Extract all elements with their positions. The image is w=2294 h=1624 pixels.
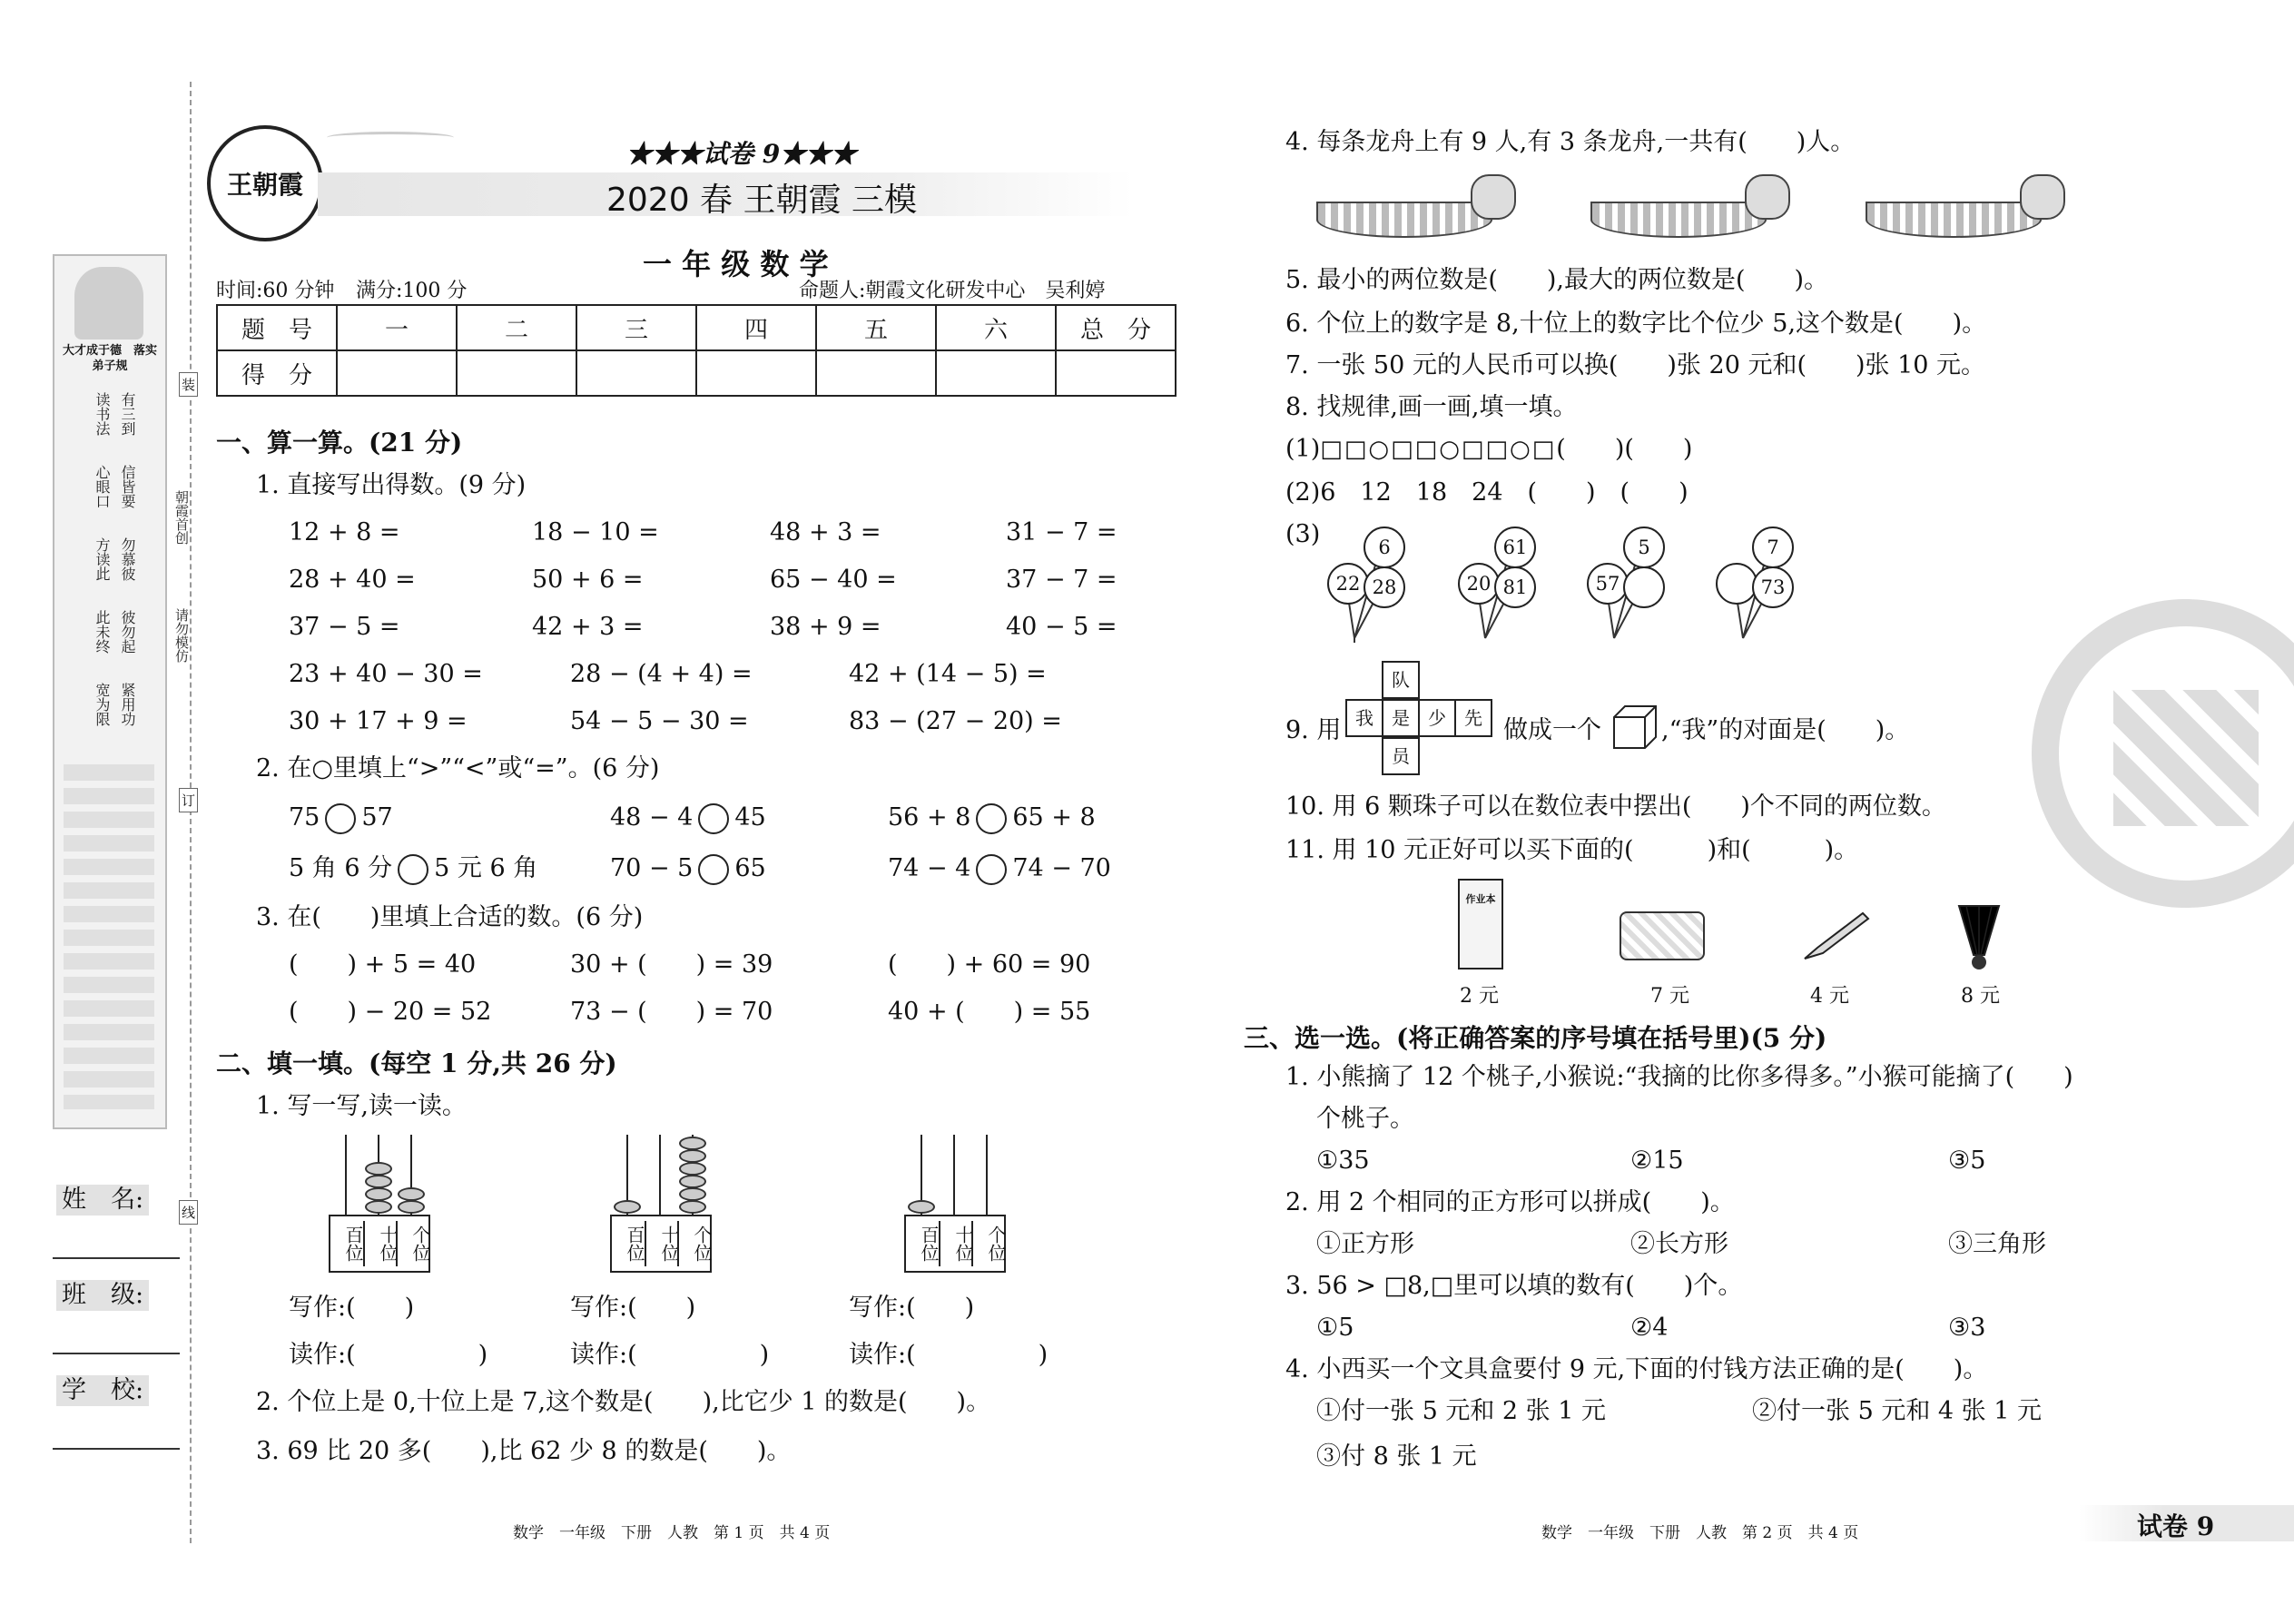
- abacus-2: [610, 1135, 712, 1273]
- abacus-3: [904, 1135, 1006, 1273]
- dragon-boat-icon: [1316, 174, 1516, 243]
- class-field-line[interactable]: [53, 1353, 180, 1354]
- balloon-blank[interactable]: [1716, 563, 1757, 605]
- sidebar-verse-1: 读书法: [94, 392, 111, 436]
- score-cell[interactable]: [337, 350, 457, 396]
- s2-q2: 2. 个位上是 0,十位上是 7,这个数是( ),比它少 1 的数是( )。: [256, 1388, 991, 1416]
- bead: [679, 1175, 706, 1188]
- sidebar-verse-3: 心眼口: [94, 465, 111, 508]
- calc-item: 40 − 5 =: [1006, 613, 1117, 641]
- net-cell: 是: [1382, 699, 1420, 737]
- balloon: 61: [1494, 527, 1536, 568]
- cut-mark-1: 装: [179, 372, 198, 397]
- s3-q1-cont: 个桃子。: [1316, 1105, 1414, 1133]
- option[interactable]: ③付 8 张 1 元: [1316, 1442, 1477, 1471]
- item-price: 8 元: [1961, 985, 2000, 1008]
- score-col-5: 五: [816, 305, 936, 350]
- option[interactable]: ③3: [1948, 1314, 1986, 1342]
- bead: [398, 1187, 425, 1201]
- compare-circle[interactable]: [325, 803, 356, 834]
- score-table-row-scores: [217, 350, 1176, 396]
- s3-q4: 4. 小西买一个文具盒要付 9 元,下面的付钱方法正确的是( )。: [1285, 1355, 1988, 1383]
- dragon-boat-icon: [1866, 174, 2065, 243]
- compare-right: 57: [361, 803, 393, 832]
- s2-q1-prompt: 1. 写一写,读一读。: [256, 1092, 467, 1120]
- section1-title: 一、算一算。(21 分): [216, 428, 463, 458]
- cube-icon: [1612, 704, 1658, 750]
- calc-item: 50 + 6 =: [532, 566, 644, 594]
- calc-item: 83 − (27 − 20) =: [849, 707, 1062, 735]
- option[interactable]: ①正方形: [1316, 1230, 1414, 1258]
- pencil-case-icon: [1620, 911, 1705, 960]
- balloon-cluster-3: [1587, 525, 1678, 643]
- compare-item: [289, 853, 537, 885]
- compare-left: 75: [289, 803, 320, 832]
- score-col-1: 一: [337, 305, 457, 350]
- net-cell: 我: [1345, 699, 1383, 737]
- bead: [679, 1200, 706, 1214]
- compare-right: 65 + 8: [1012, 803, 1096, 832]
- subject-title: 一 年 级 数 学: [643, 247, 829, 281]
- compare-circle[interactable]: [398, 854, 428, 885]
- compare-item: [610, 853, 766, 885]
- s2-q10: 10. 用 6 颗珠子可以在数位表中摆出( )个不同的两位数。: [1285, 792, 1946, 821]
- option[interactable]: ③三角形: [1948, 1230, 2046, 1258]
- sidebar-motto: 大才成于德 落实弟子规: [62, 344, 157, 373]
- item-price: 7 元: [1650, 985, 1689, 1008]
- place-label: 个位: [677, 1221, 712, 1266]
- school-field-label: 学 校:: [56, 1375, 149, 1406]
- notebook-icon: [1458, 879, 1503, 969]
- stamp-label-original: 朝霞首创: [173, 490, 190, 545]
- net-cell: 员: [1382, 737, 1420, 775]
- write-answer[interactable]: 写作:( ): [289, 1294, 415, 1322]
- s2-q9-suffix: 做成一个: [1503, 716, 1601, 744]
- calc-item: 37 − 7 =: [1006, 566, 1117, 594]
- notebook-label: 作业本: [1465, 893, 1496, 905]
- section3-title: 三、选一选。(将正确答案的序号填在括号里)(5 分): [1244, 1023, 1827, 1053]
- calc-item: 23 + 40 − 30 =: [289, 660, 483, 688]
- s2-q5: 5. 最小的两位数是( ),最大的两位数是( )。: [1285, 266, 1829, 294]
- compare-right: 45: [734, 803, 766, 832]
- fill-item[interactable]: 73 − ( ) = 70: [570, 998, 773, 1026]
- school-field-line[interactable]: [53, 1448, 180, 1450]
- option[interactable]: ②4: [1630, 1314, 1669, 1342]
- score-table-score-label: 得 分: [217, 350, 337, 396]
- bead: [365, 1200, 392, 1214]
- abacus-1: [329, 1135, 430, 1273]
- compare-circle[interactable]: [976, 803, 1007, 834]
- item-price: 4 元: [1810, 985, 1849, 1008]
- balloon-cluster-1: [1327, 525, 1418, 643]
- sidebar-verse-9: 宽为限: [94, 683, 111, 726]
- place-label: 个位: [971, 1221, 1006, 1266]
- q8-1-blanks[interactable]: ( )( ): [1556, 435, 1693, 463]
- dragon-boat-icon: [1590, 174, 1790, 243]
- ribbon-decoration: [327, 132, 454, 143]
- s2-q3: 3. 69 比 20 多( ),比 62 少 8 的数是( )。: [256, 1437, 792, 1465]
- score-col-2: 二: [457, 305, 576, 350]
- fill-item[interactable]: 30 + ( ) = 39: [570, 950, 773, 979]
- option[interactable]: ②付一张 5 元和 4 张 1 元: [1752, 1397, 2043, 1425]
- shuttlecock-icon: [1952, 902, 2006, 971]
- calc-item: 65 − 40 =: [770, 566, 897, 594]
- sidebar-verse-8: 彼勿起: [119, 610, 136, 654]
- name-field-label: 姓 名:: [56, 1185, 149, 1216]
- sidebar-verse-5: 方读此: [94, 537, 111, 581]
- secret-seal-watermark: [2032, 599, 2294, 908]
- s2-q8-2: (2)6 12 18 24 ( ) ( ): [1285, 478, 1689, 507]
- s2-q11: 11. 用 10 元正好可以买下面的( )和( )。: [1285, 836, 1859, 864]
- read-answer[interactable]: 读作:( ): [289, 1341, 488, 1369]
- balloon: 73: [1752, 566, 1794, 608]
- net-cell: 少: [1418, 699, 1456, 737]
- pen-icon: [1799, 908, 1872, 962]
- score-table-header-label: 题 号: [217, 305, 337, 350]
- balloon-cluster-2: [1458, 525, 1549, 643]
- score-cell[interactable]: [696, 350, 816, 396]
- score-col-3: 三: [576, 305, 696, 350]
- cube-net: [1340, 661, 1503, 779]
- section2-title: 二、填一填。(每空 1 分,共 26 分): [216, 1048, 617, 1078]
- bead: [614, 1200, 641, 1214]
- fill-item[interactable]: ( ) − 20 = 52: [289, 998, 492, 1026]
- place-value-box: [610, 1215, 712, 1273]
- s2-q9-prefix: 9. 用: [1285, 716, 1342, 744]
- balloon-blank[interactable]: [1623, 566, 1665, 608]
- q8-1-prefix: (1): [1285, 435, 1321, 463]
- option[interactable]: ③5: [1948, 1147, 1986, 1175]
- s2-q8: 8. 找规律,画一画,填一填。: [1285, 393, 1578, 421]
- compare-item: [289, 802, 393, 834]
- sidebar-verse-2: 有三到: [119, 392, 136, 436]
- score-table-row-header: [217, 305, 1176, 350]
- score-info: 满分:100 分: [356, 280, 468, 302]
- calc-item: 31 − 7 =: [1006, 518, 1117, 546]
- place-label: 十位: [939, 1221, 973, 1266]
- read-answer[interactable]: 读作:( ): [849, 1341, 1049, 1369]
- compare-circle[interactable]: [976, 854, 1007, 885]
- option[interactable]: ①5: [1316, 1314, 1354, 1342]
- calc-item: 12 + 8 =: [289, 518, 400, 546]
- place-label: 十位: [363, 1221, 398, 1266]
- calc-item: 54 − 5 − 30 =: [570, 707, 749, 735]
- s3-q3: 3. 56 > □8,□里可以填的数有( )个。: [1285, 1272, 1743, 1300]
- compare-right: 74 − 70: [1012, 854, 1111, 882]
- calc-item: 28 − (4 + 4) =: [570, 660, 753, 688]
- s2-q8-1: [1285, 434, 1692, 465]
- footer-right: 数学 一年级 下册 人教 第 2 页 共 4 页: [1541, 1524, 1859, 1542]
- paper-tag: 试卷 9: [2137, 1511, 2215, 1541]
- score-cell[interactable]: [1056, 350, 1176, 396]
- option[interactable]: ②15: [1630, 1147, 1684, 1175]
- paper-label: ★★★试卷 9★★★: [626, 139, 857, 169]
- compare-circle[interactable]: [698, 803, 729, 834]
- scholar-figure-icon: [74, 267, 143, 340]
- sidebar-texture: [64, 764, 154, 1109]
- compare-circle[interactable]: [698, 854, 729, 885]
- compare-item: [888, 853, 1111, 885]
- s1-q2-prompt: 2. 在○里填上“>”“<”或“=”。(6 分): [256, 754, 660, 782]
- bead: [679, 1162, 706, 1176]
- fill-item[interactable]: 40 + ( ) = 55: [888, 998, 1091, 1026]
- compare-left: 56 + 8: [888, 803, 971, 832]
- bead: [679, 1149, 706, 1163]
- balloon: 7: [1752, 527, 1794, 568]
- compare-right: 5 元 6 角: [434, 854, 538, 882]
- sidebar-verse-4: 信皆要: [119, 465, 136, 508]
- compare-left: 48 − 4: [610, 803, 694, 832]
- balloon: 6: [1364, 527, 1405, 568]
- s3-q1: 1. 小熊摘了 12 个桃子,小猴说:“我摘的比你多得多。”小猴可能摘了( ): [1285, 1063, 2073, 1091]
- compare-left: 5 角 6 分: [289, 854, 393, 882]
- compare-item: [610, 802, 766, 834]
- option[interactable]: ②长方形: [1630, 1230, 1728, 1258]
- bead: [679, 1137, 706, 1150]
- compare-left: 70 − 5: [610, 854, 694, 882]
- s2-q9-tail: ,“我”的对面是( )。: [1661, 716, 1910, 744]
- bead: [365, 1175, 392, 1188]
- place-label: 百位: [918, 1225, 940, 1262]
- bead: [398, 1200, 425, 1214]
- balloon: 5: [1623, 527, 1665, 568]
- exam-title: 2020 春 王朝霞 三模: [606, 182, 917, 219]
- score-col-4: 四: [696, 305, 816, 350]
- calc-item: 18 − 10 =: [532, 518, 659, 546]
- bead: [908, 1200, 935, 1214]
- net-cell: 先: [1454, 699, 1492, 737]
- option[interactable]: ①付一张 5 元和 2 张 1 元: [1316, 1397, 1607, 1425]
- sidebar-panel: [53, 254, 167, 1129]
- compare-item: [888, 802, 1096, 834]
- balloon: 20: [1458, 563, 1500, 605]
- score-cell[interactable]: [816, 350, 936, 396]
- sidebar-verse-7: 此未终: [94, 610, 111, 654]
- cut-mark-2: 订: [179, 788, 198, 812]
- author-info: 命题人:朝霞文化研发中心 吴利婷: [799, 280, 1106, 302]
- balloon-cluster-4: [1716, 525, 1807, 643]
- class-field-label: 班 级:: [56, 1280, 149, 1311]
- write-answer[interactable]: 写作:( ): [849, 1294, 975, 1322]
- fill-item[interactable]: ( ) + 60 = 90: [888, 950, 1091, 979]
- score-col-6: 六: [936, 305, 1056, 350]
- score-col-total: 总 分: [1056, 305, 1176, 350]
- balloon: 22: [1327, 563, 1369, 605]
- name-field-line[interactable]: [53, 1257, 180, 1259]
- q8-1-pattern: □□○□□○□□○□: [1320, 436, 1557, 463]
- time-info: 时间:60 分钟: [216, 280, 335, 302]
- fill-item[interactable]: ( ) + 5 = 40: [289, 950, 477, 979]
- balloon: 28: [1364, 566, 1405, 608]
- score-cell[interactable]: [576, 350, 696, 396]
- s1-q1-prompt: 1. 直接写出得数。(9 分): [256, 471, 527, 499]
- stamp-label-no-copy: 请勿模仿: [173, 608, 190, 663]
- s1-q3-prompt: 3. 在( )里填上合适的数。(6 分): [256, 903, 644, 931]
- calc-item: 28 + 40 =: [289, 566, 416, 594]
- score-table: [216, 304, 1177, 397]
- calc-item: 48 + 3 =: [770, 518, 881, 546]
- place-label: 十位: [645, 1221, 679, 1266]
- balloon: 81: [1494, 566, 1536, 608]
- bead: [679, 1187, 706, 1201]
- balloon: 57: [1587, 563, 1629, 605]
- calc-item: 42 + (14 − 5) =: [849, 660, 1047, 688]
- sidebar-verse-10: 紧用功: [119, 683, 136, 726]
- binding-dashed-line: [190, 82, 192, 1543]
- calc-item: 30 + 17 + 9 =: [289, 707, 468, 735]
- net-cell: 队: [1382, 661, 1420, 699]
- score-cell[interactable]: [457, 350, 576, 396]
- option[interactable]: ①35: [1316, 1147, 1370, 1175]
- score-cell[interactable]: [936, 350, 1056, 396]
- place-label: 百位: [624, 1225, 645, 1262]
- bead: [365, 1187, 392, 1201]
- place-label: 百位: [342, 1225, 364, 1262]
- place-value-box: [329, 1215, 430, 1273]
- calc-item: 42 + 3 =: [532, 613, 644, 641]
- s2-q8-3: (3): [1285, 520, 1321, 548]
- item-price: 2 元: [1460, 985, 1499, 1008]
- write-answer[interactable]: 写作:( ): [570, 1294, 696, 1322]
- place-value-box: [904, 1215, 1006, 1273]
- compare-right: 65: [734, 854, 766, 882]
- footer-left: 数学 一年级 下册 人教 第 1 页 共 4 页: [513, 1524, 831, 1542]
- s3-q2: 2. 用 2 个相同的正方形可以拼成( )。: [1285, 1188, 1735, 1216]
- cut-mark-3: 线: [179, 1200, 198, 1225]
- s2-q6: 6. 个位上的数字是 8,十位上的数字比个位少 5,这个数是( )。: [1285, 310, 1987, 338]
- calc-item: 38 + 9 =: [770, 613, 881, 641]
- s2-q4: 4. 每条龙舟上有 9 人,有 3 条龙舟,一共有( )人。: [1285, 128, 1856, 156]
- s2-q7: 7. 一张 50 元的人民币可以换( )张 20 元和( )张 10 元。: [1285, 351, 1986, 379]
- calc-item: 37 − 5 =: [289, 613, 400, 641]
- read-answer[interactable]: 读作:( ): [570, 1341, 770, 1369]
- brand-logo-text: 王朝霞: [226, 170, 303, 200]
- compare-left: 74 − 4: [888, 854, 971, 882]
- sidebar-verse-6: 勿慕彼: [119, 537, 136, 581]
- place-label: 个位: [396, 1221, 430, 1266]
- brand-logo: [207, 125, 323, 241]
- bead: [365, 1162, 392, 1176]
